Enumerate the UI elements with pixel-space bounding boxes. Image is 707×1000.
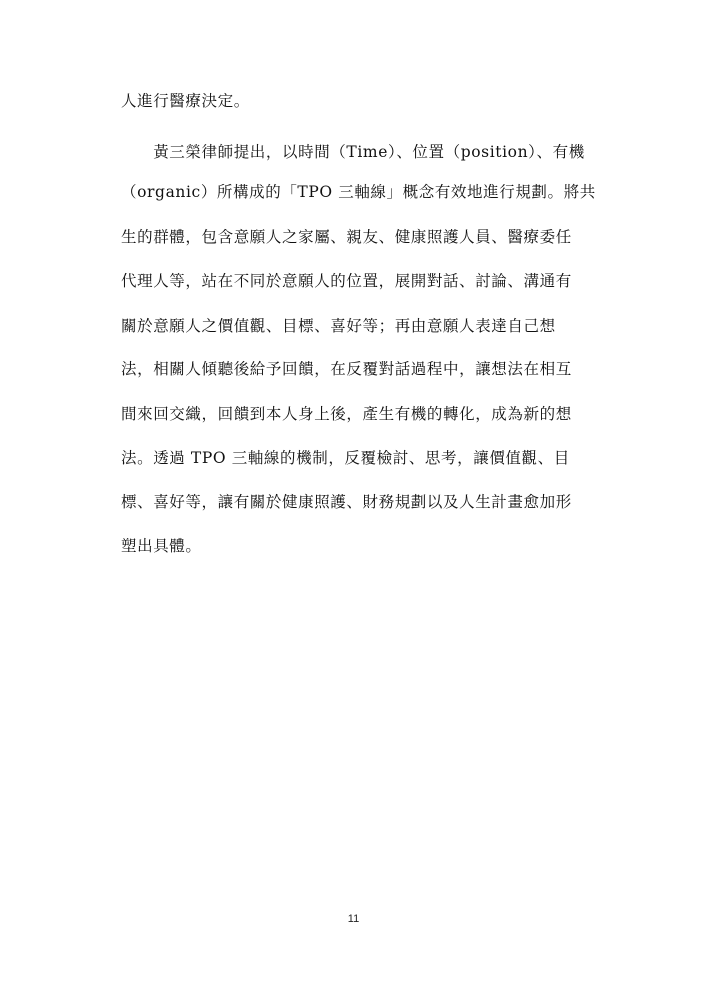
text-line-8: 間來回交織，回饋到本人身上後，產生有機的轉化，成為新的想	[121, 405, 572, 423]
text-line-9: 法。透過 TPO 三軸線的機制，反覆檢討、思考，讓價值觀、目	[121, 449, 570, 467]
page-number: 11	[347, 913, 360, 925]
text-line-10: 標、喜好等，讓有關於健康照護、財務規劃以及人生計畫愈加形	[121, 493, 572, 511]
text-line-7: 法，相關人傾聽後給予回饋，在反覆對話過程中，讓想法在相互	[121, 360, 572, 378]
text-line-1: 人進行醫療決定。	[121, 92, 250, 110]
text-line-4: 生的群體，包含意願人之家屬、親友、健康照護人員、醫療委任	[121, 228, 572, 246]
text-line-11: 塑出具體。	[121, 537, 202, 555]
text-line-6: 關於意願人之價值觀、目標、喜好等；再由意願人表達自己想	[121, 317, 556, 335]
text-line-2: 黃三榮律師提出，以時間（Time）、位置（position）、有機	[121, 143, 585, 161]
text-line-5: 代理人等，站在不同於意願人的位置，展開對話、討論、溝通有	[121, 272, 572, 290]
text-line-3: （organic）所構成的「TPO 三軸線」概念有效地進行規劃。將共	[121, 183, 596, 201]
